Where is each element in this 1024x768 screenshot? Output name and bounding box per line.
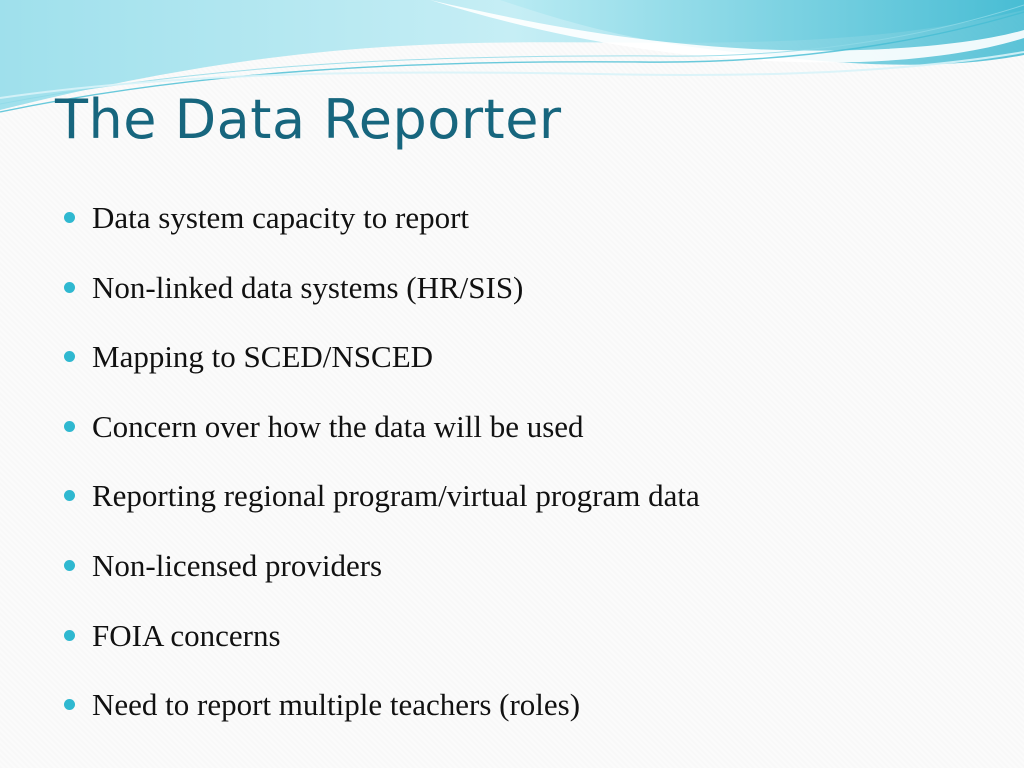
bullet-text: Mapping to SCED/NSCED (92, 339, 434, 375)
list-item (62, 260, 982, 330)
bullet-icon (64, 630, 75, 641)
bullet-icon (64, 699, 75, 710)
list-item (62, 608, 982, 678)
bullet-icon (64, 560, 75, 571)
bullet-text: FOIA concerns (92, 617, 281, 653)
bullet-list (62, 190, 982, 747)
list-item (62, 329, 982, 399)
list-item (62, 538, 982, 608)
bullet-text: Concern over how the data will be used (92, 408, 584, 444)
bullet-text: Need to report multiple teachers (roles) (92, 687, 581, 723)
slide-title: The Data Reporter (55, 88, 562, 151)
list-item (62, 468, 982, 538)
list-item (62, 677, 982, 747)
bullet-text: Reporting regional program/virtual program data (92, 478, 700, 514)
bullet-icon (64, 490, 75, 501)
bullet-icon (64, 282, 75, 293)
bullet-icon (64, 421, 75, 432)
list-item (62, 399, 982, 469)
bullet-icon (64, 351, 75, 362)
bullet-icon (64, 212, 75, 223)
bullet-text: Non-licensed providers (92, 547, 383, 583)
bullet-text: Data system capacity to report (92, 200, 470, 235)
bullet-text: Non-linked data systems (HR/SIS) (92, 269, 524, 305)
list-item (62, 190, 982, 260)
